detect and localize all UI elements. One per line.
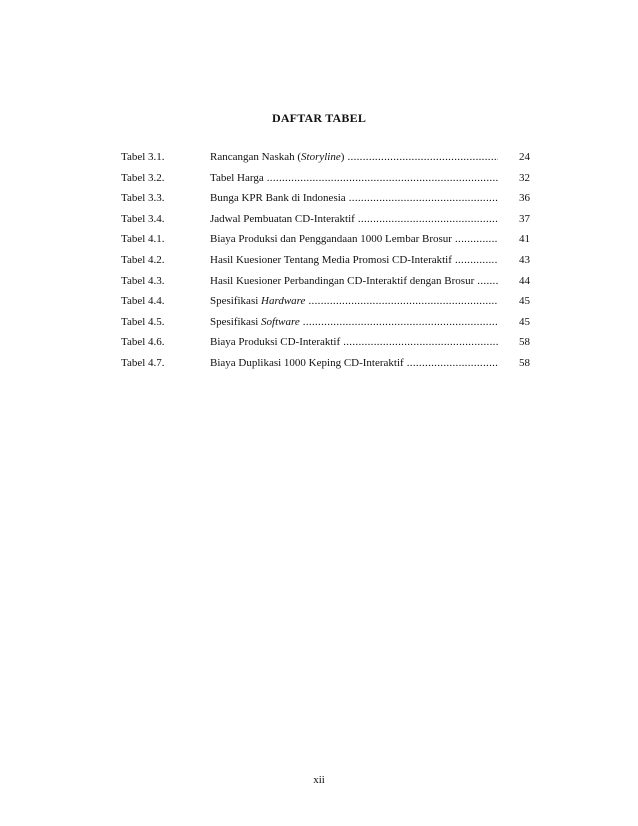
table-number: Tabel 3.3. (121, 192, 165, 205)
page-reference: 58 (519, 356, 530, 369)
table-number: Tabel 3.2. (121, 171, 165, 184)
toc-entry (121, 191, 530, 212)
toc-entry (121, 212, 530, 233)
table-number: Tabel 4.5. (121, 315, 165, 328)
table-title-text: Biaya Produksi dan Penggandaan 1000 Lembar Brosur (210, 233, 452, 246)
page-reference: 36 (519, 192, 530, 205)
table-title-text: Hasil Kuesioner Perbandingan CD-Interaktif dengan Brosur (210, 274, 475, 287)
table-title (210, 150, 498, 164)
table-title-emphasis: Storyline (301, 151, 341, 163)
toc-entry (121, 315, 530, 336)
table-number: Tabel 3.1. (121, 151, 165, 163)
table-title-emphasis: Hardware (261, 295, 306, 308)
toc-entry (121, 253, 530, 274)
toc-entry (121, 232, 530, 253)
table-title-text: Jadwal Pembuatan CD-Interaktif (210, 212, 355, 225)
table-title (210, 294, 498, 308)
page-reference: 58 (519, 336, 530, 349)
table-title (210, 191, 498, 205)
toc-entry (121, 171, 530, 192)
table-title-suffix: ) (340, 151, 345, 163)
table-number: Tabel 4.7. (121, 356, 165, 369)
table-title (210, 253, 498, 267)
table-title-text: Bunga KPR Bank di Indonesia (210, 192, 346, 205)
table-title (210, 232, 498, 246)
toc-entry (121, 356, 530, 377)
table-title-text: Spesifikasi (210, 295, 262, 308)
table-title (210, 171, 498, 185)
toc-entry (121, 335, 530, 356)
toc-entry (121, 274, 530, 295)
toc-entry (121, 150, 530, 171)
table-number: Tabel 4.2. (121, 253, 165, 266)
table-title-text: Spesifikasi (210, 315, 262, 328)
table-title (210, 315, 498, 329)
toc-entry (121, 294, 530, 315)
page-reference: 45 (519, 315, 530, 328)
table-title-text: Tabel Harga (210, 171, 264, 184)
table-title-text: Biaya Duplikasi 1000 Keping CD-Interaktif (210, 356, 404, 369)
table-title (210, 274, 498, 288)
table-title (210, 212, 498, 226)
page-reference: 44 (519, 274, 530, 287)
table-title (210, 335, 498, 349)
table-title (210, 356, 498, 370)
page-reference: 41 (519, 233, 530, 246)
table-title-text: Hasil Kuesioner Tentang Media Promosi CD-Interaktif (210, 253, 452, 266)
page-title: DAFTAR TABEL (271, 111, 367, 125)
table-of-tables (121, 150, 530, 377)
table-title-text: Biaya Produksi CD-Interaktif (210, 336, 341, 349)
table-number: Tabel 4.3. (121, 274, 165, 287)
table-number: Tabel 3.4. (121, 212, 165, 225)
table-number: Tabel 4.4. (121, 295, 165, 308)
page-reference: 43 (519, 253, 530, 266)
table-number: Tabel 4.6. (121, 336, 165, 349)
page-reference: 45 (519, 295, 530, 308)
table-title-emphasis: Software (261, 315, 300, 328)
page-number: xii (313, 774, 325, 786)
page-reference: 24 (519, 151, 530, 163)
table-number: Tabel 4.1. (121, 233, 165, 246)
table-title-text: Rancangan Naskah ( (210, 151, 302, 163)
page-reference: 32 (519, 171, 530, 184)
page-reference: 37 (519, 212, 530, 225)
